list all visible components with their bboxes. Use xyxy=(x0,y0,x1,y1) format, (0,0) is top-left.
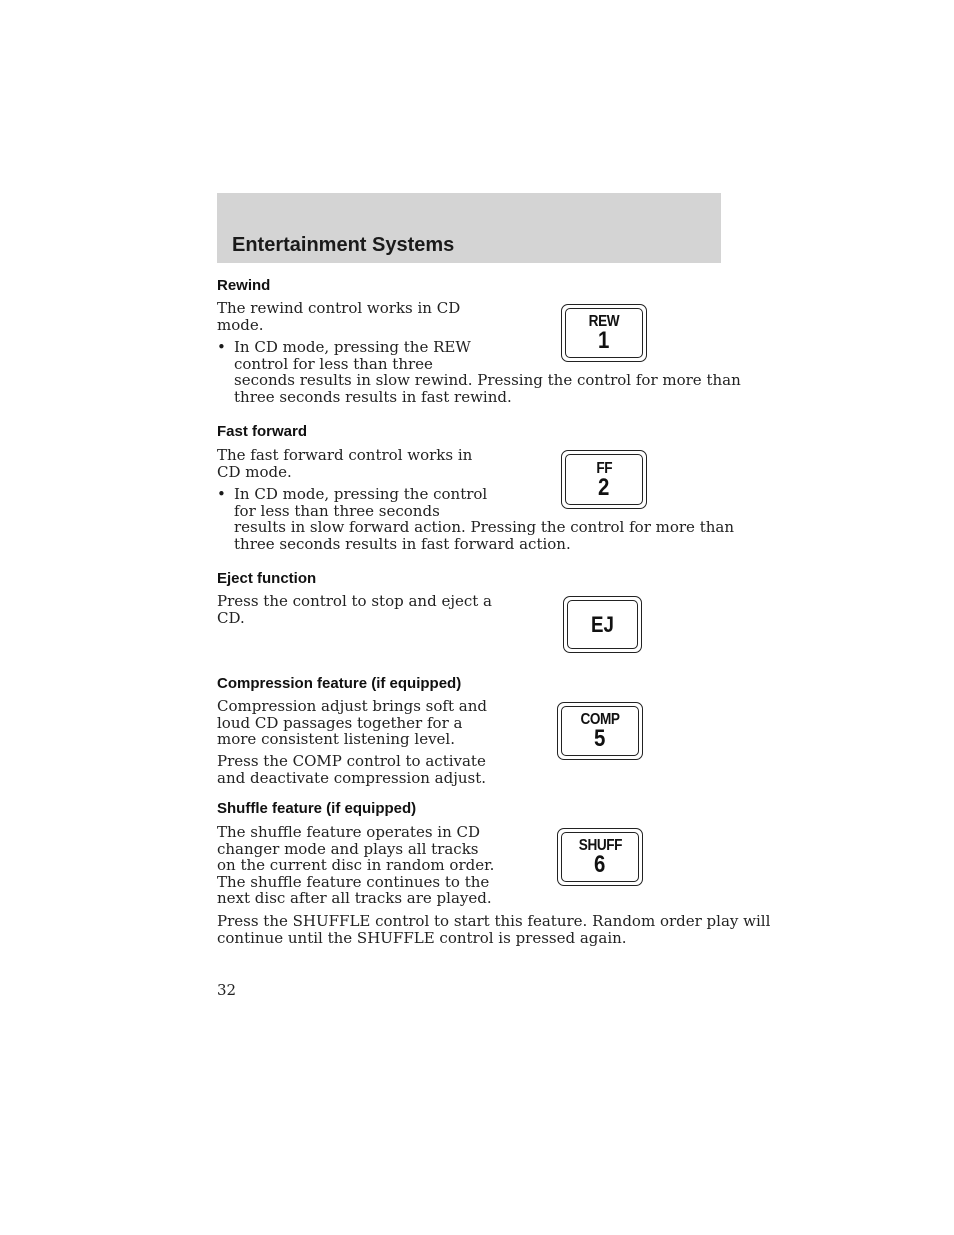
compression-heading: Compression feature (if equipped) xyxy=(217,675,462,692)
ff-button-label: FF xyxy=(596,459,612,477)
fast-forward-bullet-line-2: for less than three seconds xyxy=(234,501,440,520)
rew-button-label: REW xyxy=(588,313,620,330)
rew-button-illustration xyxy=(561,304,647,362)
rew-button-number: 1 xyxy=(598,327,610,354)
rewind-intro-line-1: The rewind control works in CD xyxy=(217,299,461,317)
eject-button-label: EJ xyxy=(591,611,614,637)
comp-button-label: COMP xyxy=(580,711,620,728)
rewind-intro-line-2: mode. xyxy=(217,315,264,334)
shuffle-heading: Shuffle feature (if equipped) xyxy=(217,800,417,817)
rewind-heading: Rewind xyxy=(217,277,271,294)
shuffle-para1-line-5: next disc after all tracks are played. xyxy=(217,889,492,907)
eject-intro-line-1: Press the control to stop and eject a xyxy=(217,592,492,610)
eject-button-illustration xyxy=(563,596,642,653)
section-header-band xyxy=(217,193,721,263)
rewind-bullet-line-4: three seconds results in fast rewind. xyxy=(234,387,512,406)
compression-para1-line-2: loud CD passages together for a xyxy=(217,713,463,732)
compression-para1-line-3: more consistent listening level. xyxy=(217,730,455,748)
compression-para2-line-1: Press the COMP control to activate xyxy=(217,752,486,770)
fast-forward-intro-line-2: CD mode. xyxy=(217,462,292,481)
comp-button-illustration xyxy=(557,702,643,760)
rewind-bullet-line-1: In CD mode, pressing the REW xyxy=(234,338,471,356)
fast-forward-heading: Fast forward xyxy=(217,423,308,440)
shuffle-para1-line-3: on the current disc in random order. xyxy=(217,856,495,874)
fast-forward-bullet-line-4: three seconds results in fast forward action. xyxy=(234,534,571,553)
shuffle-button-label: SHUFF xyxy=(578,837,622,854)
shuffle-button-number: 6 xyxy=(594,851,606,878)
page-title: Entertainment Systems xyxy=(232,234,455,256)
rewind-bullet-line-2: control for less than three xyxy=(234,354,433,373)
compression-para1-line-1: Compression adjust brings soft and xyxy=(217,697,487,715)
ff-button-number: 2 xyxy=(598,473,610,501)
fast-forward-bullet-line-3: results in slow forward action. Pressing the control for more than xyxy=(234,518,734,536)
shuffle-para2-line-1: Press the SHUFFLE control to start this feature. Random order play will xyxy=(217,912,771,930)
shuffle-para1-line-1: The shuffle feature operates in CD xyxy=(217,823,481,841)
ff-button-illustration xyxy=(561,450,647,509)
compression-para2-line-2: and deactivate compression adjust. xyxy=(217,768,487,787)
eject-heading: Eject function xyxy=(217,570,317,587)
fast-forward-bullet-icon: • xyxy=(217,485,226,503)
rewind-bullet-icon: • xyxy=(217,338,226,356)
shuffle-para1-line-4: The shuffle feature continues to the xyxy=(217,872,490,891)
fast-forward-bullet-line-1: In CD mode, pressing the control xyxy=(234,485,488,503)
rewind-bullet-line-3: seconds results in slow rewind. Pressing the control for more than xyxy=(234,371,741,389)
shuffle-button-illustration xyxy=(557,828,643,886)
comp-button-number: 5 xyxy=(594,725,606,752)
eject-intro-line-2: CD. xyxy=(217,608,245,627)
fast-forward-intro-line-1: The fast forward control works in xyxy=(217,446,473,464)
page-number: 32 xyxy=(217,981,237,999)
shuffle-para2-line-2: continue until the SHUFFLE control is pressed again. xyxy=(217,928,627,947)
shuffle-para1-line-2: changer mode and plays all tracks xyxy=(217,839,479,858)
